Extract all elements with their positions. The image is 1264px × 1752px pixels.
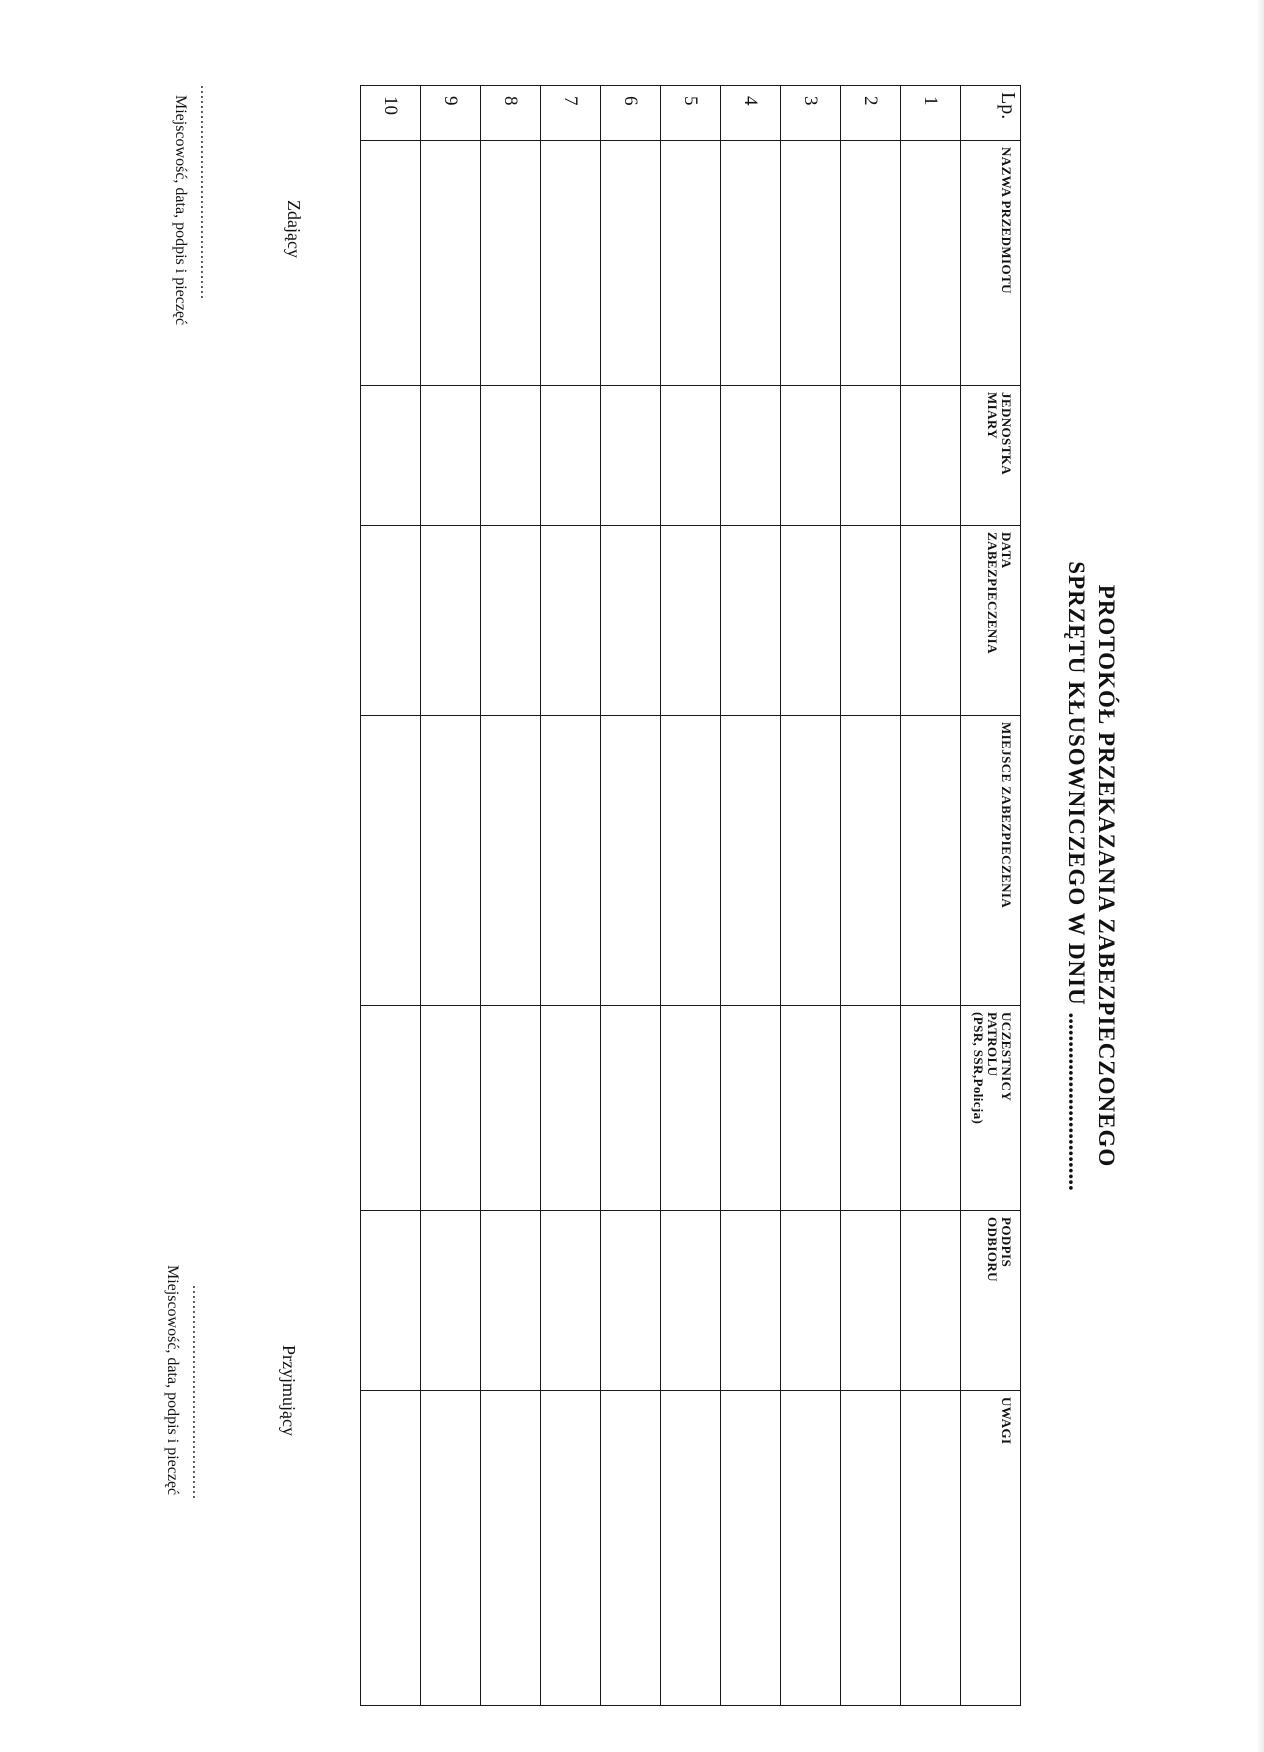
table-row (841, 86, 901, 1706)
header-podpis-odbioru (961, 1211, 1021, 1391)
table-cell (661, 141, 721, 386)
table-cell (781, 716, 841, 1006)
table-cell (841, 386, 901, 526)
table-cell (661, 386, 721, 526)
table-cell (721, 1391, 781, 1706)
row-number: 10 (361, 86, 421, 141)
row-number: 3 (781, 86, 841, 141)
header-miejsce-zabezpieczenia: MIEJSCE ZABEZPIECZENIA (961, 716, 1021, 1006)
table-cell (481, 1391, 541, 1706)
table-cell (601, 386, 661, 526)
header-podpis-line1: PODPIS (999, 1217, 1014, 1268)
header-podpis-line2: ODBIORU (985, 1217, 1000, 1282)
table-cell (841, 716, 901, 1006)
signature-caption-left: Miejscowość, data, podpis i pieczęć (172, 95, 189, 326)
table-cell (541, 1006, 601, 1211)
table-cell (661, 716, 721, 1006)
header-jednostka-line2: MIARY (985, 392, 1000, 440)
table-cell (541, 526, 601, 716)
table-cell (721, 1006, 781, 1211)
table-cell (421, 386, 481, 526)
table-cell (781, 141, 841, 386)
table-cell (661, 526, 721, 716)
table-cell (541, 141, 601, 386)
row-number: 6 (601, 86, 661, 141)
table-cell (601, 1006, 661, 1211)
table-cell (421, 526, 481, 716)
table-cell (541, 386, 601, 526)
form-title-line1: PROTOKÓŁ PRZEKAZANIA ZABEZPIECZONEGO (1094, 584, 1119, 1168)
row-number: 4 (721, 86, 781, 141)
table-row (901, 86, 961, 1706)
table-cell (481, 526, 541, 716)
signature-caption-right: Miejscowość, data, podpis i pieczęć (164, 1265, 181, 1496)
form-title-text: SPRZĘTU KŁUSOWNICZEGO W DNIU (1064, 561, 1089, 1006)
table-cell (421, 1211, 481, 1391)
table-row (361, 86, 421, 1706)
table-row (721, 86, 781, 1706)
table-cell (841, 1211, 901, 1391)
table-row (601, 86, 661, 1706)
table-cell (781, 1391, 841, 1706)
header-uczestnicy-patrolu (961, 1006, 1021, 1211)
table-row (781, 86, 841, 1706)
table-cell (901, 141, 961, 386)
table-row (661, 86, 721, 1706)
row-number: 1 (901, 86, 961, 141)
table-cell (361, 1211, 421, 1391)
table-cell (721, 1211, 781, 1391)
table-cell (601, 141, 661, 386)
table-cell (601, 526, 661, 716)
table-cell (781, 1006, 841, 1211)
date-fill-dots: ............................... (1064, 1012, 1089, 1191)
table-cell (541, 716, 601, 1006)
table-cell (661, 1006, 721, 1211)
header-lp: Lp. (961, 86, 1021, 141)
table-cell (841, 1391, 901, 1706)
row-number: 5 (661, 86, 721, 141)
table-cell (841, 526, 901, 716)
table-cell (421, 716, 481, 1006)
header-uwagi: UWAGI (961, 1391, 1021, 1706)
table-cell (841, 1006, 901, 1211)
table-cell (601, 1211, 661, 1391)
table-cell (901, 716, 961, 1006)
header-uczestnicy-line3: (PSR, SSR,Policja) (971, 1012, 986, 1125)
table-cell (721, 716, 781, 1006)
table-cell (541, 1391, 601, 1706)
signature-role-left: Zdający (284, 200, 304, 258)
signature-role-right: Przyjmujący (279, 1345, 299, 1436)
signature-dots-left: ........................................... (197, 85, 214, 300)
header-nazwa-przedmiotu: NAZWA PRZEDMIOTU (961, 141, 1021, 386)
header-data-line1: DATA (999, 532, 1014, 569)
table-cell (361, 716, 421, 1006)
header-data-zabezpieczenia (961, 526, 1021, 716)
table-cell (481, 716, 541, 1006)
table-cell (901, 1006, 961, 1211)
header-data-line2: ZABEZPIECZENIA (985, 532, 1000, 654)
table-cell (721, 386, 781, 526)
header-uczestnicy-line2: PATROLU (985, 1012, 1000, 1077)
table-row (541, 86, 601, 1706)
table-cell (421, 1391, 481, 1706)
table-cell (541, 1211, 601, 1391)
table-cell (661, 1211, 721, 1391)
table-cell (661, 1391, 721, 1706)
table-cell (781, 526, 841, 716)
signature-dots-right: ........................................... (189, 1285, 206, 1500)
table-cell (481, 1006, 541, 1211)
table-row (421, 86, 481, 1706)
header-uczestnicy-line1: UCZESTNICY (999, 1012, 1014, 1102)
table-cell (781, 386, 841, 526)
table-cell (841, 141, 901, 386)
table-body (361, 86, 961, 1706)
table-cell (481, 1211, 541, 1391)
table-cell (481, 141, 541, 386)
row-number: 7 (541, 86, 601, 141)
table-cell (361, 386, 421, 526)
table-row (481, 86, 541, 1706)
table-cell (781, 1211, 841, 1391)
header-row (961, 86, 1021, 1706)
table-cell (361, 526, 421, 716)
table-cell (361, 1391, 421, 1706)
table-cell (901, 526, 961, 716)
table-cell (901, 1391, 961, 1706)
row-number: 2 (841, 86, 901, 141)
table-cell (601, 716, 661, 1006)
form-title-line2 (1063, 0, 1089, 1752)
table-cell (421, 141, 481, 386)
table-cell (901, 1211, 961, 1391)
table-cell (901, 386, 961, 526)
table-cell (421, 1006, 481, 1211)
table-cell (601, 1391, 661, 1706)
table-cell (721, 141, 781, 386)
table-cell (361, 141, 421, 386)
table-cell (481, 386, 541, 526)
header-jednostka-line1: JEDNOSTKA (999, 392, 1014, 476)
header-jednostka-miary (961, 386, 1021, 526)
protocol-table (360, 85, 1021, 1706)
table-cell (721, 526, 781, 716)
row-number: 9 (421, 86, 481, 141)
row-number: 8 (481, 86, 541, 141)
table-cell (361, 1006, 421, 1211)
